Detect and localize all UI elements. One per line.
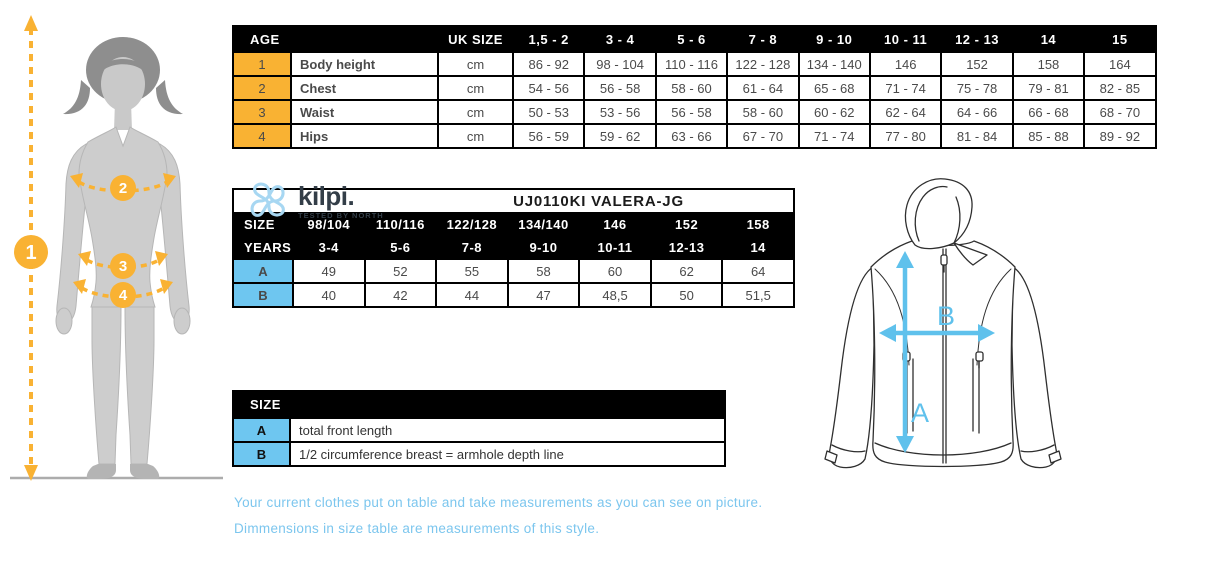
years-col: 14 xyxy=(722,236,794,259)
kilpi-knot-icon xyxy=(246,178,292,224)
value-cell: 158 xyxy=(1013,52,1084,76)
legend-b-description: 1/2 circumference breast = armhole depth line xyxy=(290,442,725,466)
row-number: 4 xyxy=(233,124,291,148)
value-cell: 61 - 64 xyxy=(727,76,798,100)
size-col: 134/140 xyxy=(508,213,580,236)
legend-a-label: A xyxy=(233,418,290,442)
value-cell: 67 - 70 xyxy=(727,124,798,148)
product-size-table xyxy=(232,180,795,308)
value-cell: 59 - 62 xyxy=(584,124,655,148)
value-cell: 65 - 68 xyxy=(799,76,870,100)
value-cell: 50 - 53 xyxy=(513,100,584,124)
measurement-notes xyxy=(234,490,762,542)
svg-text:1: 1 xyxy=(25,242,37,264)
years-col: 5-6 xyxy=(365,236,437,259)
legend-row-b xyxy=(233,442,725,466)
value-cell: 86 - 92 xyxy=(513,52,584,76)
marker-1 xyxy=(14,235,48,269)
row-b-label: B xyxy=(233,283,293,307)
row-name: Hips xyxy=(291,124,438,148)
value-cell: 56 - 59 xyxy=(513,124,584,148)
value-cell: 54 - 56 xyxy=(513,76,584,100)
jacket-right-sleeve xyxy=(1012,267,1057,468)
measurement-row-b xyxy=(233,283,794,307)
value-cell: 49 xyxy=(293,259,365,283)
value-cell: 40 xyxy=(293,283,365,307)
jacket-diagram xyxy=(815,175,1071,495)
value-cell: 55 xyxy=(436,259,508,283)
size-label: SIZE xyxy=(233,213,293,236)
table-row-hips xyxy=(233,124,1156,148)
row-unit: cm xyxy=(438,52,513,76)
legend-a-description: total front length xyxy=(290,418,725,442)
brand-tagline: TESTED BY NORTH xyxy=(298,210,384,220)
row-a-label: A xyxy=(233,259,293,283)
years-header-row xyxy=(233,236,794,259)
age-col-header: 12 - 13 xyxy=(941,26,1012,52)
value-cell: 134 - 140 xyxy=(799,52,870,76)
years-label: YEARS xyxy=(233,236,293,259)
age-header: AGE xyxy=(233,26,438,52)
svg-text:2: 2 xyxy=(118,180,128,197)
value-cell: 68 - 70 xyxy=(1084,100,1155,124)
size-col: 146 xyxy=(579,213,651,236)
value-cell: 56 - 58 xyxy=(584,76,655,100)
row-unit: cm xyxy=(438,124,513,148)
value-cell: 50 xyxy=(651,283,723,307)
value-cell: 122 - 128 xyxy=(727,52,798,76)
value-cell: 56 - 58 xyxy=(656,100,727,124)
note-line: Dimmensions in size table are measurements of this style. xyxy=(234,521,600,536)
years-col: 12-13 xyxy=(651,236,723,259)
legend-row-a xyxy=(233,418,725,442)
marker-2 xyxy=(110,175,136,201)
row-number: 2 xyxy=(233,76,291,100)
uk-size-header: UK SIZE xyxy=(438,26,513,52)
value-cell: 89 - 92 xyxy=(1084,124,1155,148)
legend-b-label: B xyxy=(233,442,290,466)
value-cell: 81 - 84 xyxy=(941,124,1012,148)
table-row-body-height xyxy=(233,52,1156,76)
age-col-header: 15 xyxy=(1084,26,1155,52)
table-row-waist xyxy=(233,100,1156,124)
years-col: 10-11 xyxy=(579,236,651,259)
row-unit: cm xyxy=(438,76,513,100)
row-number: 1 xyxy=(233,52,291,76)
marker-3 xyxy=(110,253,136,279)
age-col-header: 5 - 6 xyxy=(656,26,727,52)
value-cell: 51,5 xyxy=(722,283,794,307)
size-col: 98/104 xyxy=(293,213,365,236)
row-name: Chest xyxy=(291,76,438,100)
value-cell: 79 - 81 xyxy=(1013,76,1084,100)
age-col-header: 9 - 10 xyxy=(799,26,870,52)
value-cell: 82 - 85 xyxy=(1084,76,1155,100)
value-cell: 62 - 64 xyxy=(870,100,941,124)
age-col-header: 7 - 8 xyxy=(727,26,798,52)
jacket-left-sleeve xyxy=(829,267,874,468)
years-col: 9-10 xyxy=(508,236,580,259)
value-cell: 146 xyxy=(870,52,941,76)
row-name: Body height xyxy=(291,52,438,76)
years-col: 7-8 xyxy=(436,236,508,259)
value-cell: 75 - 78 xyxy=(941,76,1012,100)
brand-row xyxy=(233,189,794,213)
value-cell: 63 - 66 xyxy=(656,124,727,148)
value-cell: 62 xyxy=(651,259,723,283)
size-col: 158 xyxy=(722,213,794,236)
value-cell: 66 - 68 xyxy=(1013,100,1084,124)
value-cell: 52 xyxy=(365,259,437,283)
value-cell: 58 - 60 xyxy=(727,100,798,124)
value-cell: 164 xyxy=(1084,52,1155,76)
value-cell: 110 - 116 xyxy=(656,52,727,76)
product-style-code: UJ0110KI VALERA-JG xyxy=(513,192,684,210)
value-cell: 48,5 xyxy=(579,283,651,307)
value-cell: 152 xyxy=(941,52,1012,76)
value-cell: 71 - 74 xyxy=(870,76,941,100)
legend-size-header: SIZE xyxy=(233,391,725,418)
value-cell: 60 xyxy=(579,259,651,283)
jacket-b-label: B xyxy=(937,301,956,331)
value-cell: 58 xyxy=(508,259,580,283)
size-col: 152 xyxy=(651,213,723,236)
value-cell: 60 - 62 xyxy=(799,100,870,124)
value-cell: 64 - 66 xyxy=(941,100,1012,124)
age-table-header-row xyxy=(233,26,1156,52)
value-cell: 58 - 60 xyxy=(656,76,727,100)
value-cell: 71 - 74 xyxy=(799,124,870,148)
value-cell: 53 - 56 xyxy=(584,100,655,124)
value-cell: 44 xyxy=(436,283,508,307)
svg-text:4: 4 xyxy=(118,287,128,304)
row-number: 3 xyxy=(233,100,291,124)
years-col: 3-4 xyxy=(293,236,365,259)
row-name: Waist xyxy=(291,100,438,124)
svg-text:3: 3 xyxy=(118,258,128,275)
value-cell: 47 xyxy=(508,283,580,307)
value-cell: 77 - 80 xyxy=(870,124,941,148)
marker-4 xyxy=(110,282,136,308)
legend-header-row xyxy=(233,391,725,418)
measurement-row-a xyxy=(233,259,794,283)
value-cell: 85 - 88 xyxy=(1013,124,1084,148)
size-col: 110/116 xyxy=(365,213,437,236)
kilpi-logo xyxy=(234,178,424,224)
table-row-chest xyxy=(233,76,1156,100)
size-legend-table xyxy=(232,390,726,467)
age-size-table xyxy=(232,25,1157,149)
brand-name: kilpi. xyxy=(298,180,355,211)
value-cell: 64 xyxy=(722,259,794,283)
measurement-figure xyxy=(0,10,230,490)
note-line: Your current clothes put on table and take measurements as you can see on picture. xyxy=(234,495,763,510)
jacket-a-label: A xyxy=(911,398,930,428)
age-col-header: 3 - 4 xyxy=(584,26,655,52)
row-unit: cm xyxy=(438,100,513,124)
age-col-header: 14 xyxy=(1013,26,1084,52)
age-col-header: 10 - 11 xyxy=(870,26,941,52)
size-col: 122/128 xyxy=(436,213,508,236)
value-cell: 42 xyxy=(365,283,437,307)
age-col-header: 1,5 - 2 xyxy=(513,26,584,52)
value-cell: 98 - 104 xyxy=(584,52,655,76)
